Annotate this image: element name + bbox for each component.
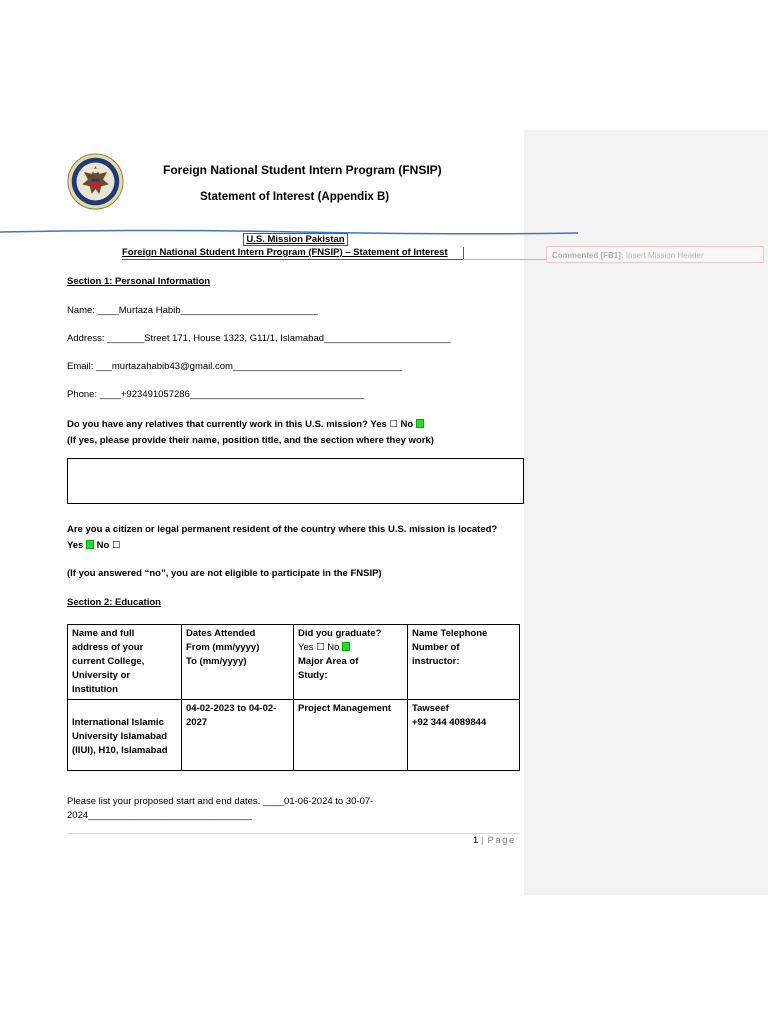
page-separator: | xyxy=(480,835,485,846)
education-table xyxy=(67,624,520,771)
name-field[interactable]: Name: ____Murtaza Habib__________________________ xyxy=(67,305,318,316)
header-cell-institution: Name and full address of your current College, University or Institution xyxy=(68,625,182,700)
page-label: Page xyxy=(487,835,516,846)
comment-text: Insert Mission Header xyxy=(625,251,704,260)
table-header-row xyxy=(68,625,520,700)
page-number-value: 1 xyxy=(473,835,479,846)
graduate-no-checkbox[interactable] xyxy=(342,642,350,651)
cell-instructor[interactable]: Tawseef +92 344 4089844 xyxy=(408,700,520,771)
relatives-details-box[interactable] xyxy=(67,458,524,504)
page-number xyxy=(473,835,516,846)
citizen-no-option[interactable]: No ☐ xyxy=(96,540,121,551)
cell-institution[interactable]: International Islamic University Islamabad (IIUI), H10, Islamabad xyxy=(68,700,182,771)
comment-balloon[interactable] xyxy=(546,246,764,263)
comment-pane xyxy=(524,130,768,895)
citizen-yes-checkbox[interactable] xyxy=(86,540,94,549)
relatives-no-checkbox[interactable] xyxy=(416,419,424,428)
citizen-options xyxy=(67,540,121,551)
header-cell-instructor: Name Telephone Number of instructor: xyxy=(408,625,520,700)
citizen-yes-label: Yes xyxy=(67,540,84,551)
section1-heading: Section 1: Personal Information xyxy=(67,276,211,287)
header-title: Foreign National Student Intern Program (FNSIP) xyxy=(163,163,442,177)
proposed-dates-line2[interactable]: 2024_______________________________ xyxy=(67,810,252,821)
phone-field[interactable]: Phone: ____+923491057286_________________________________ xyxy=(67,389,365,400)
section2-heading: Section 2: Education xyxy=(67,597,161,608)
cell-dates[interactable]: 04-02-2023 to 04-02- 2027 xyxy=(182,700,294,771)
form-title: Foreign National Student Intern Program (FNSIP) – Statement of Interest xyxy=(122,247,464,260)
proposed-dates-line1[interactable]: Please list your proposed start and end dates. ____01-06-2024 to 30-07- xyxy=(67,796,374,807)
comment-connector xyxy=(463,259,546,260)
table-row xyxy=(68,700,520,771)
header-cell-graduate: Did you graduate? Yes ☐ No Major Area of Study: xyxy=(294,625,408,700)
relatives-question-text: Do you have any relatives that currently work in this U.S. mission? Yes ☐ No xyxy=(67,419,414,430)
comment-author: Commented [FB1]: xyxy=(552,251,624,260)
citizen-question: Are you a citizen or legal permanent resident of the country where this U.S. mission is located? xyxy=(67,524,498,535)
ineligible-note: (If you answered “no”, you are not eligible to participate in the FNSIP) xyxy=(67,568,382,579)
address-field[interactable]: Address: _______Street 171, House 1323, G11/1, Islamabad________________________ xyxy=(67,333,451,344)
relatives-question xyxy=(67,419,424,430)
relatives-note: (If yes, please provide their name, position title, and the section where they work) xyxy=(67,435,434,446)
email-field[interactable]: Email: ___murtazahabib43@gmail.com________________________________ xyxy=(67,361,403,372)
us-seal-icon xyxy=(67,153,124,210)
header-cell-dates: Dates Attended From (mm/yyyy) To (mm/yyyy) xyxy=(182,625,294,700)
footer-divider xyxy=(67,833,520,834)
cell-major[interactable]: Project Management xyxy=(294,700,408,771)
mission-header[interactable]: U.S. Mission Pakistan xyxy=(243,233,348,246)
header-subtitle: Statement of Interest (Appendix B) xyxy=(200,191,390,203)
